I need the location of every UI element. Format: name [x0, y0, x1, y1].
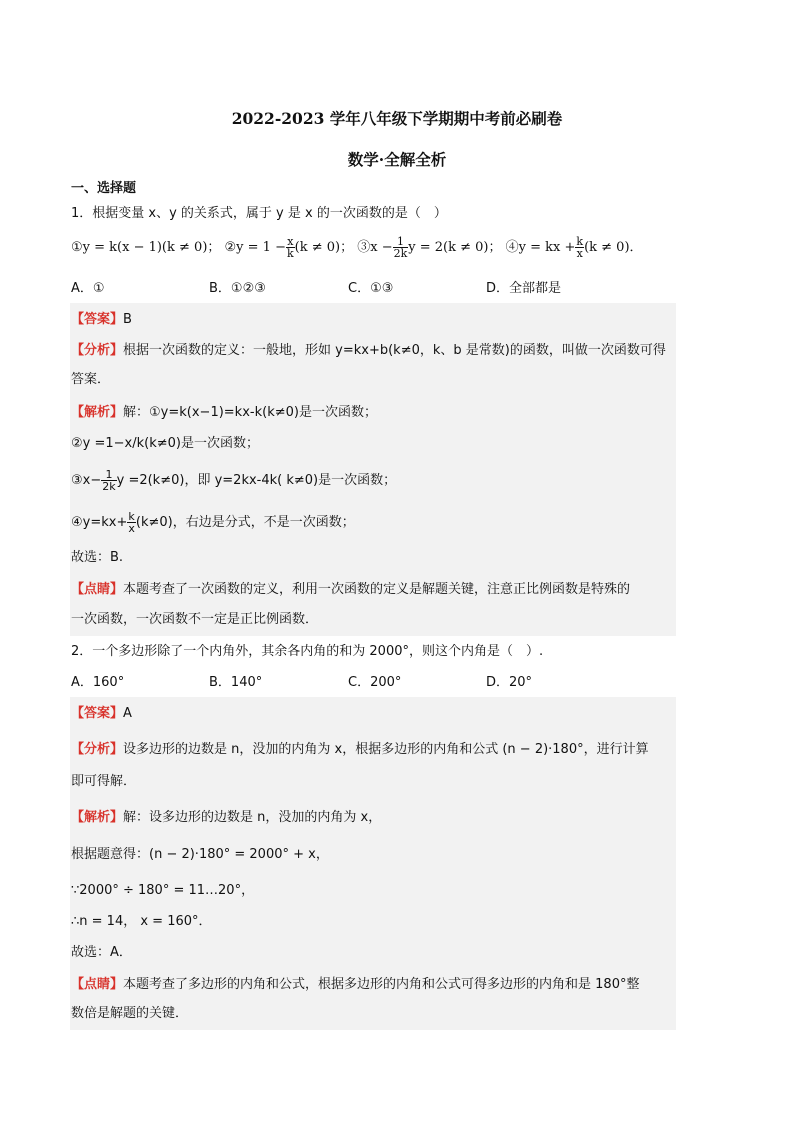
q2-solution-line-3: ∵2000° ÷ 180° = 11…20°， — [71, 883, 255, 898]
section-heading: 一、选择题 — [71, 181, 137, 196]
analysis-tag: 【分析】 — [71, 343, 124, 358]
q2-solution-line-4: ∴n = 14， x = 160°． — [71, 914, 212, 929]
q1-solution-line-2: ②y =1−x/k(k≠0)是一次函数； — [71, 436, 259, 451]
q1-expression-line — [71, 236, 643, 259]
q1-comment-line-1: 【点睛】本题考查了一次函数的定义，利用一次函数的定义是解题关键，注意正比例函数是特殊的 — [71, 582, 631, 597]
q1-analysis-line-1: 【分析】根据一次函数的定义：一般地，形如 y=kx+b(k≠0，k、b 是常数)的函数，叫做一次函数可得 — [71, 343, 666, 358]
q2-option-d: D．20° — [486, 675, 533, 690]
q2-comment-line-2: 数倍是解题的关键． — [71, 1006, 189, 1021]
page-title: 2022-2023 学年八年级下学期期中考前必刷卷 — [231, 109, 563, 128]
q2-answer: 【答案】A — [71, 706, 132, 721]
q1-stem: 1．根据变量 x、y 的关系式，属于 y 是 x 的一次函数的是（ ） — [71, 206, 447, 221]
page-subtitle: 数学·全解全析 — [347, 150, 447, 169]
q1-option-c: C．①③ — [348, 281, 394, 296]
q2-comment-line-1: 【点睛】本题考查了多边形的内角和公式，根据多边形的内角和公式可得多边形的内角和是 180°整 — [71, 977, 640, 992]
q1-solution-line-1: 【解析】解：①y=k(x−1)=kx-k(k≠0)是一次函数； — [71, 405, 377, 420]
q1-comment-line-2: 一次函数，一次函数不一定是正比例函数． — [71, 612, 319, 627]
q1-option-b: B．①②③ — [209, 281, 266, 296]
q2-solution-line-1: 【解析】解：设多边形的边数是 n，没加的内角为 x， — [71, 810, 382, 825]
q2-option-b: B．140° — [209, 675, 263, 690]
q1-item-4: ④y = kx + $\frac{k}{x}$ (k ≠ 0)． — [505, 235, 643, 260]
q1-item-1: ①y = k(x − 1)(k ≠ 0)； — [71, 240, 221, 255]
q2-option-c: C．200° — [348, 675, 402, 690]
q2-analysis-line-2: 即可得解． — [71, 774, 137, 789]
q1-item-3: ③x − $\frac{1}{2k}$ y = 2(k ≠ 0)； — [357, 235, 502, 260]
q2-solution-line-2: 根据题意得：(n − 2)·180° = 2000° + x， — [71, 847, 329, 862]
q1-solution-line-4: ④y=kx+ $\frac{k}{x}$ (k≠0)，右边是分式，不是一次函数； — [71, 510, 355, 535]
q2-choose: 故选：A． — [71, 945, 132, 960]
q1-option-a: A．① — [71, 281, 105, 296]
q2-stem: 2．一个多边形除了一个内角外，其余各内角的和为 2000°，则这个内角是（ ）. — [71, 644, 544, 659]
q1-option-d: D．全部都是 — [486, 281, 562, 296]
q1-choose: 故选：B. — [71, 550, 124, 565]
q1-solution-line-3: ③x− $\frac{1}{2k}$ y =2(k≠0)，即 y=2kx-4k( k≠0)是一次函数； — [71, 468, 397, 493]
q1-analysis-line-2: 答案． — [71, 372, 111, 387]
q2-option-a: A．160° — [71, 675, 125, 690]
q2-analysis-line-1: 【分析】设多边形的边数是 n，没加的内角为 x，根据多边形的内角和公式 (n − 2)·180°，进行计算 — [71, 742, 649, 757]
q1-item-2: ②y = 1 − $\frac{x}{k}$ (k ≠ 0)； — [224, 235, 354, 260]
q1-answer: 【答案】B — [71, 312, 132, 327]
